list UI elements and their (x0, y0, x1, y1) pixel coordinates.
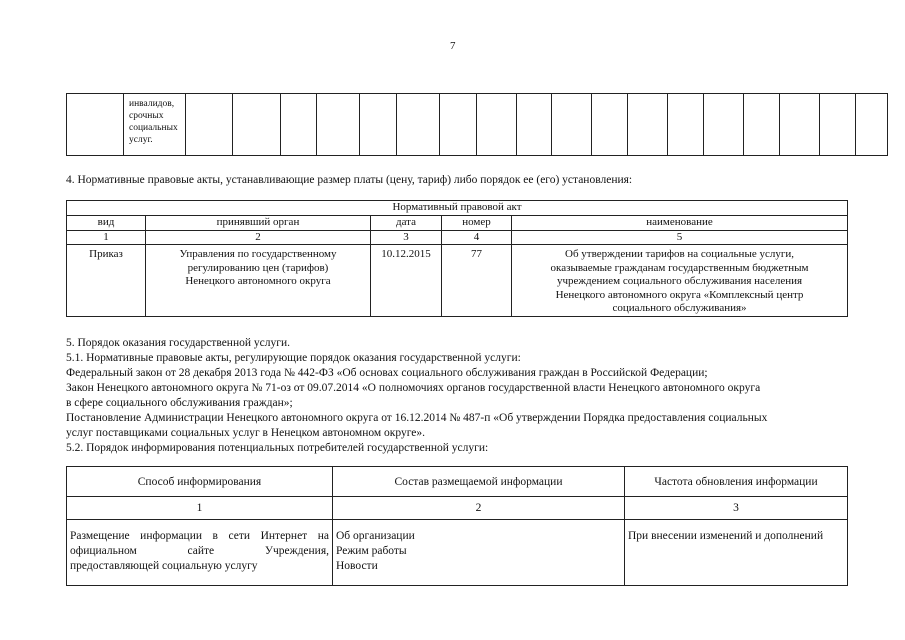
column-number: 3 (371, 230, 442, 245)
table-cell (317, 94, 360, 156)
cell-text-line: предоставляющей социальную услугу (70, 560, 258, 572)
column-header: наименование (512, 216, 848, 231)
group-header: Нормативный правовой акт (67, 201, 848, 216)
column-number: 4 (442, 230, 512, 245)
column-number: 1 (67, 497, 333, 520)
table-cell (592, 94, 628, 156)
table-cell (186, 94, 233, 156)
column-header: вид (67, 216, 146, 231)
paragraph-line: Постановление Администрации Ненецкого автономного округа от 16.12.2014 № 487-п «Об утверждении Порядка предоставления социальных (66, 412, 768, 424)
table-row (67, 520, 848, 586)
cell-text-line: учреждением социального обслуживания населения (556, 275, 803, 287)
act-kind: Приказ (67, 245, 146, 317)
page-number: 7 (450, 40, 456, 52)
table-cell (704, 94, 744, 156)
cell-text-line: Управления по государственному (179, 248, 337, 260)
table-cell (668, 94, 704, 156)
column-header: Частота обновления информации (625, 467, 848, 497)
column-number: 5 (512, 230, 848, 245)
paragraph-line: в сфере социального обслуживания граждан»; (66, 397, 293, 409)
cell-text-line: Об организации (336, 530, 415, 542)
act-title (512, 245, 848, 317)
paragraph-line: Закон Ненецкого автономного округа № 71-оз от 09.07.2014 «О полномочиях органов государственной власти Ненецкого автономного округа (66, 382, 761, 394)
paragraph-line: 5.1. Нормативные правовые акты, регулирующие порядок оказания государственной услуги: (66, 352, 521, 364)
informing-table (66, 466, 848, 586)
column-header: дата (371, 216, 442, 231)
table-cell (780, 94, 820, 156)
act-number: 77 (442, 245, 512, 317)
cell-text-line: инвалидов, (129, 99, 175, 109)
table-cell (628, 94, 668, 156)
column-number: 2 (333, 497, 625, 520)
cell-text-line: Новости (336, 560, 378, 572)
cell-text-line: оказываемые гражданам государственным бюджетным (550, 261, 809, 274)
table-cell (744, 94, 780, 156)
section-5-text (66, 336, 856, 456)
table-cell (397, 94, 440, 156)
act-date: 10.12.2015 (371, 245, 442, 317)
table-cell (360, 94, 397, 156)
section-4-heading: 4. Нормативные правовые акты, устанавливающие размер платы (цену, тариф) либо порядок ее (его) установления: (66, 174, 633, 186)
table-cell (552, 94, 592, 156)
table-row (67, 245, 848, 317)
cell-text-line: Размещение информации в сети Интернет на (70, 530, 329, 542)
table-cell (517, 94, 552, 156)
paragraph-line: услуг поставщиками социальных услуг в Ненецком автономном округе». (66, 427, 426, 439)
table-cell (233, 94, 281, 156)
paragraph-line: 5. Порядок оказания государственной услуги. (66, 337, 290, 349)
info-content (333, 520, 625, 586)
top-partial-table (66, 93, 888, 156)
table-cell (820, 94, 856, 156)
info-frequency: При внесении изменений и дополнений (625, 520, 848, 586)
table-cell (281, 94, 317, 156)
act-authority (146, 245, 371, 317)
table-cell (440, 94, 477, 156)
cell-text-line: официальном сайте Учреждения, (70, 545, 329, 557)
column-header: принявший орган (146, 216, 371, 231)
cell-text-line: регулированию цен (тарифов) (187, 261, 329, 274)
cell-text-line: услуг. (129, 135, 153, 145)
cell-text-line: Об утверждении тарифов на социальные услуги, (565, 248, 794, 260)
column-header: номер (442, 216, 512, 231)
cell-text-line: Ненецкого автономного округа (185, 275, 331, 287)
table-cell (477, 94, 517, 156)
column-number: 1 (67, 230, 146, 245)
paragraph-line: 5.2. Порядок информирования потенциальных потребителей государственной услуги: (66, 442, 489, 454)
cell-text-line: социальных (129, 123, 178, 133)
table-cell (856, 94, 888, 156)
normative-acts-table (66, 200, 848, 317)
paragraph-line: Федеральный закон от 28 декабря 2013 года № 442-ФЗ «Об основах социального обслуживания граждан в Российской Федерации; (66, 367, 708, 379)
info-method (67, 520, 333, 586)
column-number: 2 (146, 230, 371, 245)
table-cell (124, 94, 186, 156)
column-header: Состав размещаемой информации (333, 467, 625, 497)
cell-text-line: Ненецкого автономного округа «Комплексный центр (555, 288, 804, 301)
column-header: Способ информирования (67, 467, 333, 497)
table-cell (67, 94, 124, 156)
cell-text-line: Режим работы (336, 545, 407, 557)
cell-text-line: социального обслуживания» (612, 302, 747, 314)
cell-text-line: срочных (129, 111, 164, 121)
column-number: 3 (625, 497, 848, 520)
